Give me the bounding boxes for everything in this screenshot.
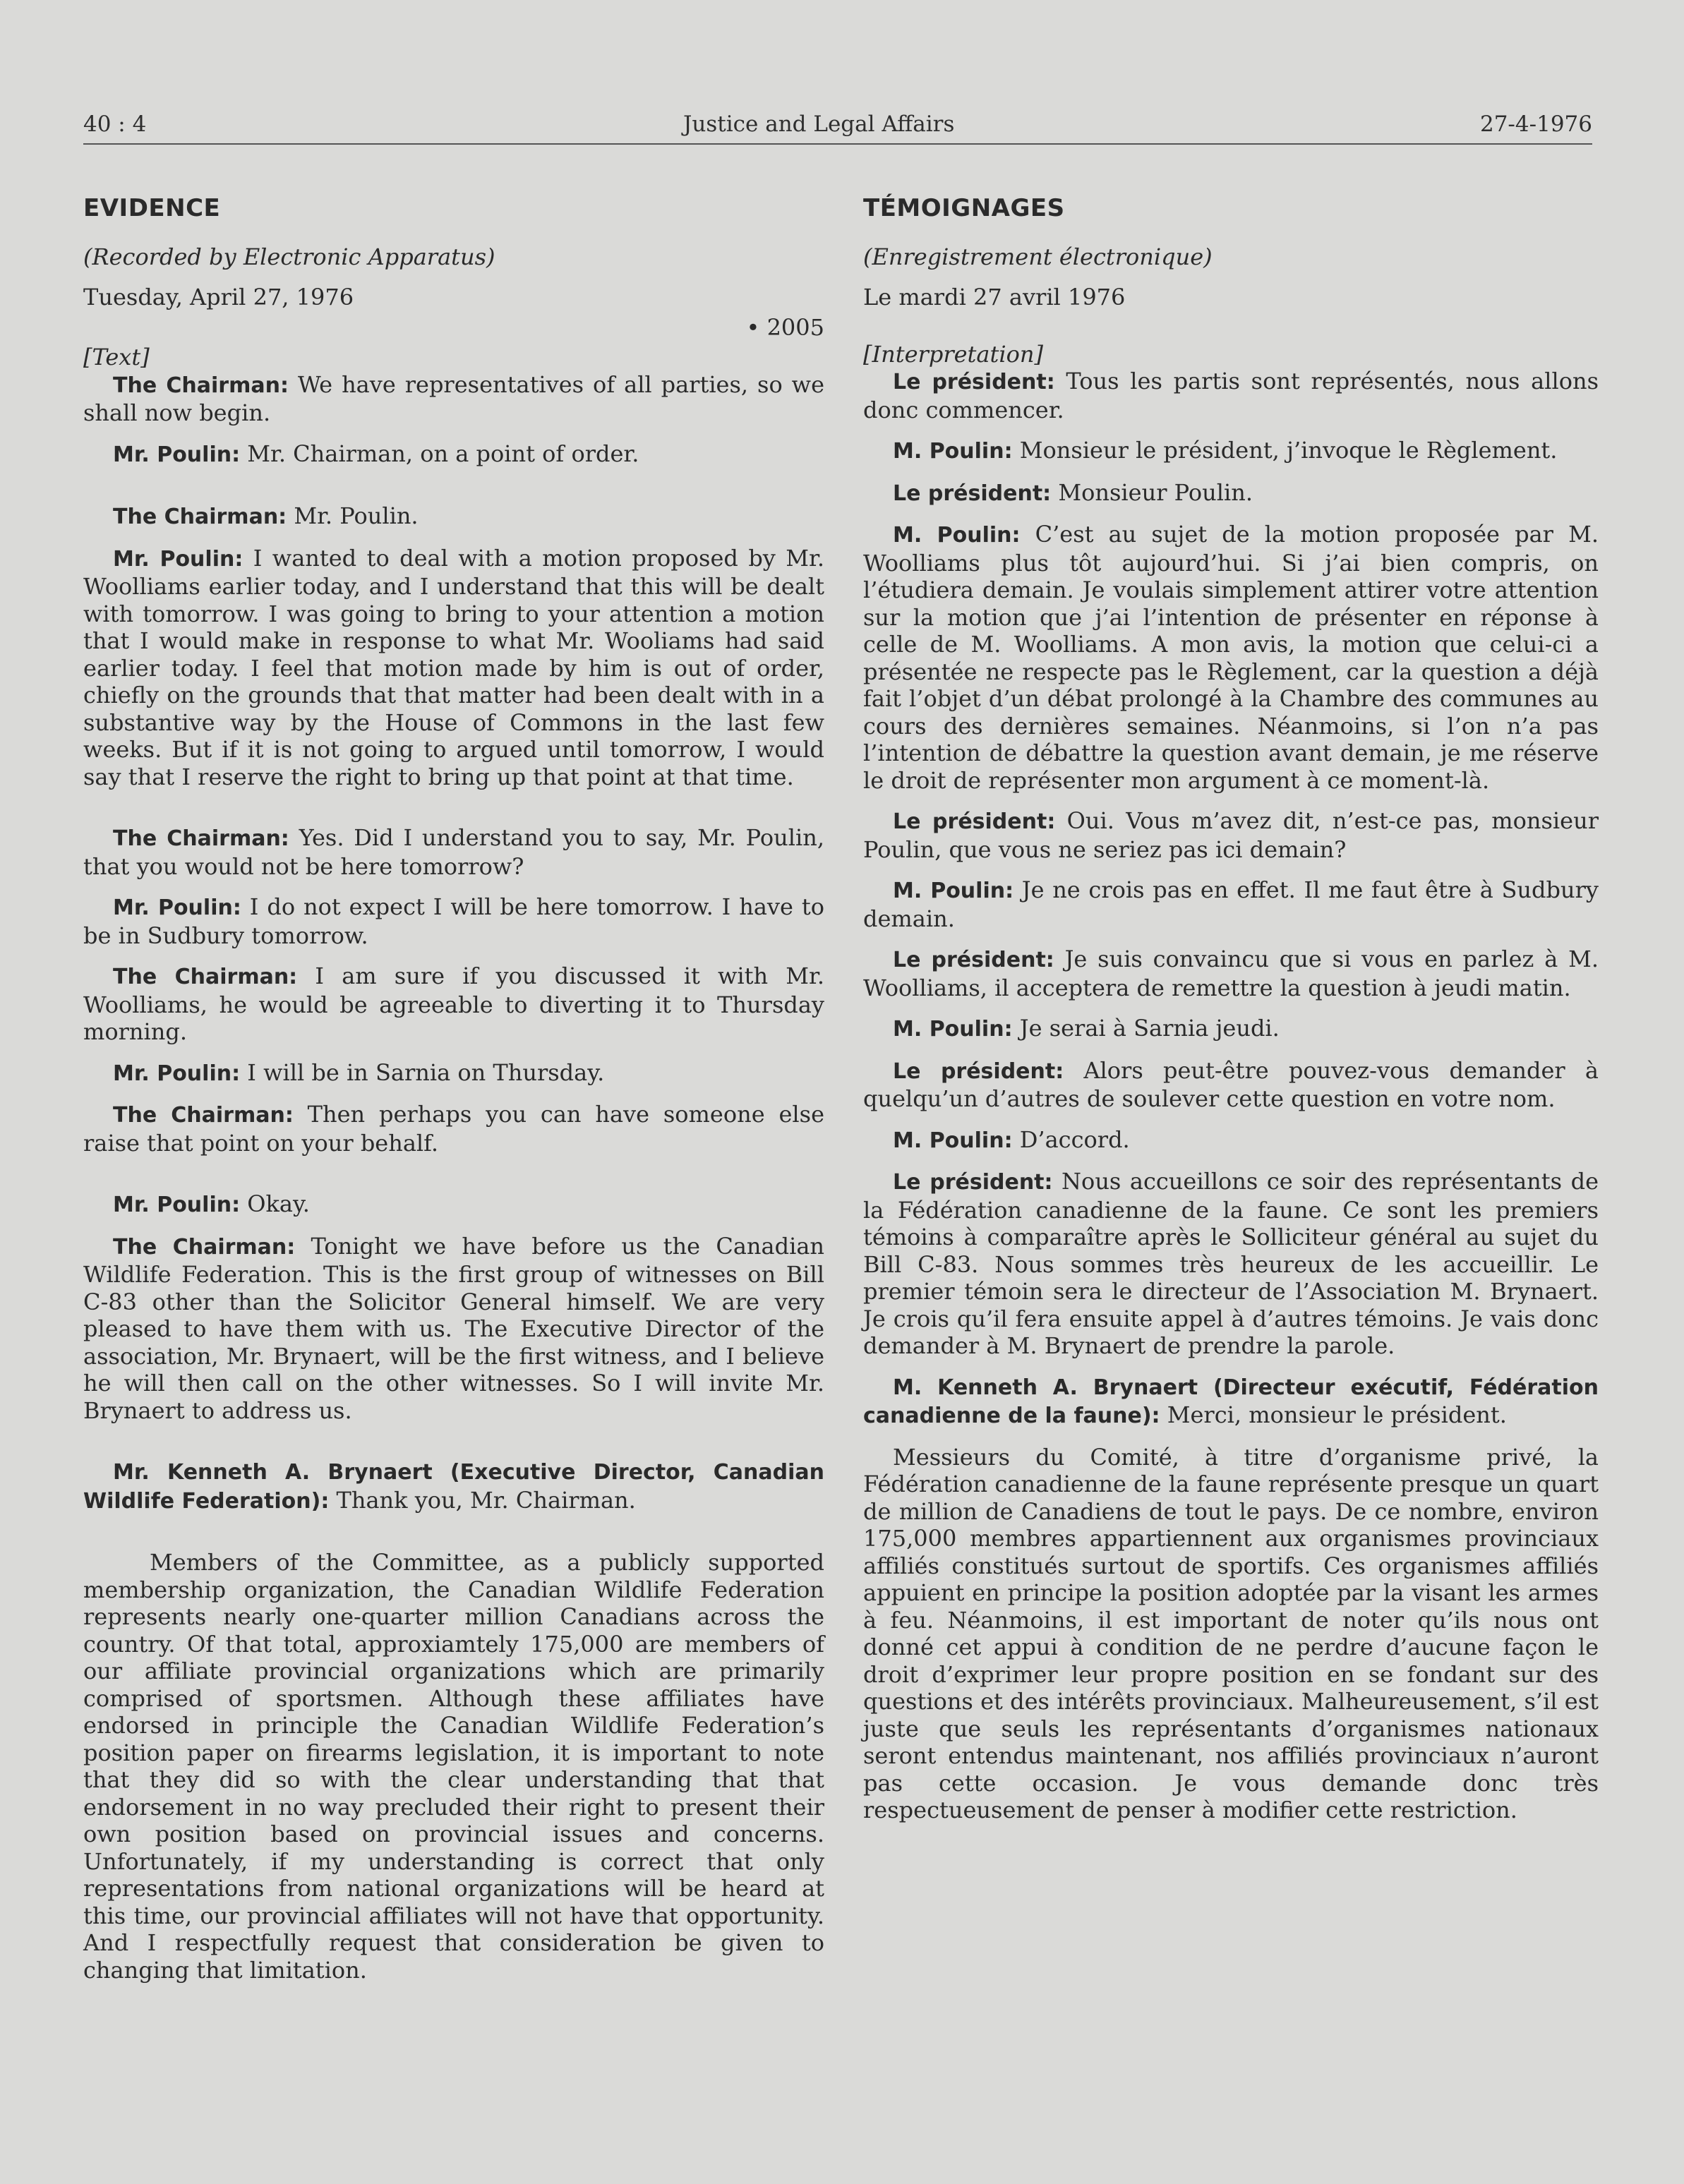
speech-text: Je ne crois pas en effet. Il me faut être à Sudbury demain. [863,876,1599,932]
transcript-paragraph [863,946,1599,1001]
transcript-paragraph [863,1373,1599,1430]
speaker-label: Le président: [893,948,1054,972]
speaker-label: Mr. Poulin: [113,895,241,920]
transcript-paragraph [863,1126,1599,1155]
transcript-paragraph [83,1190,824,1219]
transcript-paragraph [863,368,1599,423]
speaker-label: Le président: [893,481,1052,506]
speech-text: Alors peut-être pouvez-vous demander à quelqu’un d’autres de soulever cette question en votre nom. [863,1056,1599,1112]
transcript-paragraph [83,545,824,791]
transcript-paragraph [863,521,1599,794]
speech-text: C’est au sujet de la motion proposée par M. Woolliams plus tôt aujourd’hui. Si j’ai bien compris, on l’étudiera demain. Je voulais simplement attirer votre attention sur la motion que j’ai l’intention de présenter en réponse à celle de M. Woolliams. A mon avis, la motion que celui-ci a présentée ne respecte pas le Règlement, car la question a déjà fait l’objet d’un débat prolongé à la Chambre des communes au cours des dernières semaines. Néanmoins, si l’on n’a pas l’intention de débattre la question avant demain, je me réserve le droit de représenter mon argument à ce moment-là. [863,521,1599,794]
transcript-paragraph [83,440,824,469]
speech-text: I will be in Sarnia on Thursday. [240,1058,605,1086]
transcript-paragraph [83,963,824,1046]
witness-label: M. Kenneth A. Brynaert (Directeur exécutif, Fédération canadienne de la faune): [863,1375,1599,1428]
speech-text: Messieurs du Comité, à titre d’organisme privé, la Fédération canadienne de la faune représente presque un quart de million de Canadiens de tout le pays. De ce nombre, environ 175,000 membres appartiennent aux organismes provinciaux affiliés constitués surtout de sportifs. Ces organismes affiliés appuient en principe la position adoptée par la visant les armes à feu. Néanmoins, il est important de noter qu’ils nous ont donné cet appui à condition de ne perdre d’aucune façon le droit d’exprimer leur propre position en se fondant sur des questions et des intérêts provinciaux. Malheureusement, s’il est juste que seuls les représentants d’organismes nationaux seront entendus maintenant, nos affiliés provinciaux n’auront pas cette occasion. Je vous demande donc très respectueusement de penser à modifier cette restriction. [863,1443,1599,1823]
english-date: Tuesday, April 27, 1976 [83,284,354,310]
speech-text: D’accord. [1012,1126,1130,1153]
speaker-label: The Chairman: [113,965,298,989]
header-divider [83,143,1592,145]
speech-text: Then perhaps you can have someone else raise that point on your behalf. [83,1101,825,1157]
speaker-label: M. Poulin: [893,1017,1013,1042]
speaker-label: Le président: [893,370,1055,394]
header-date: 27-4-1976 [1479,111,1592,137]
speaker-label: The Chairman: [113,826,289,851]
speech-text: Merci, monsieur le président. [1160,1401,1507,1428]
transcript-paragraph [83,502,824,531]
speaker-label: M. Poulin: [893,1128,1013,1153]
speaker-label: M. Poulin: [893,439,1013,464]
transcript-paragraph [863,807,1599,863]
french-text-tag: [Interpretation] [863,340,1043,368]
speech-text: Je serai à Sarnia jeudi. [1012,1015,1280,1042]
speech-text: Members of the Committee, as a publicly supported membership organization, the Canadian Wildlife Federation represents nearly one-quarter million Canadians across the country. Of that total, approxiamtely 175,000 are members of our affiliate provincial organizations which are primarily comprised of sportsmen. Although these affiliates have endorsed in principle the Canadian Wildlife Federation’s position paper on firearms legislation, it is important to note that they did so with the clear understanding that that endorsement in no way precluded their right to present their own position based on provincial issues and concerns. Unfortunately, if my understanding is correct that only representations from national organizations will be heard at this time, our provincial affiliates will not have that opportunity. And I respectfully request that consideration be given to changing that limitation. [83,1549,824,1984]
transcript-paragraph [83,1458,824,1515]
transcript-paragraph [83,1233,824,1425]
speech-text: I wanted to deal with a motion proposed by Mr. Woolliams earlier today, and I understand that this will be dealt with tomorrow. I was going to bring to your attention a motion that I would make in response to what Mr. Wooliams had said earlier today. I feel that motion made by him is out of order, chiefly on the grounds that that matter had been dealt with in a substantive way by the House of Commons in the last few weeks. But if it is not going to argued until tomorrow, I would say that I reserve the right to bring up that point at that time. [83,544,825,790]
transcript-paragraph [863,437,1599,466]
speaker-label: The Chairman: [113,505,287,529]
transcript-paragraph [83,371,824,427]
transcript-paragraph [83,1101,824,1157]
speech-text: Yes. Did I understand you to say, Mr. Poulin, that you would not be here tomorrow? [83,824,825,880]
publication-title: Justice and Legal Affairs [683,111,955,137]
speech-text: Monsieur Poulin. [1051,478,1253,506]
speaker-label: Mr. Poulin: [113,1061,241,1086]
transcript-paragraph [863,1168,1599,1360]
speaker-label: Le président: [893,1058,1064,1084]
speech-text: Thank you, Mr. Chairman. [329,1486,636,1514]
speech-text: Mr. Chairman, on a point of order. [240,440,639,467]
speaker-label: Mr. Poulin: [113,546,243,572]
transcript-paragraph [863,479,1599,508]
speaker-label: M. Poulin: [893,879,1014,903]
english-text-tag: [Text] [83,344,150,370]
transcript-paragraph [83,1549,824,1984]
time-marker: • 2005 [746,313,824,341]
speaker-label: The Chairman: [113,1234,296,1260]
witness-label: Mr. Kenneth A. Brynaert (Executive Director, Canadian Wildlife Federation): [83,1460,824,1514]
speech-text: Okay. [240,1190,310,1217]
speaker-label: Le président: [893,809,1056,834]
french-date: Le mardi 27 avril 1976 [863,284,1126,310]
speech-text: Tonight we have before us the Canadian Wildlife Federation. This is the first group of witnesses on Bill C-83 other than the Solicitor General himself. We are very pleased to have them with us. The Executive Director of the association, Mr. Brynaert, will be the first witness, and I believe he will then call on the other witnesses. So I will invite Mr. Brynaert to address us. [83,1232,825,1424]
transcript-paragraph [863,1057,1599,1113]
speech-text: Monsieur le président, j’invoque le Règlement. [1012,437,1558,464]
speaker-label: Mr. Poulin: [113,442,241,467]
english-heading: EVIDENCE [83,194,221,222]
speech-text: Oui. Vous m’avez dit, n’est-ce pas, monsieur Poulin, que vous ne seriez pas ici demain? [863,807,1599,863]
speech-text: Nous accueillons ce soir des représentants de la Fédération canadienne de la faune. Ce sont les premiers témoins à comparaître après le Solliciteur général au sujet du Bill C-83. Nous sommes très heureux de les accueillir. Le premier témoin sera le directeur de l’Association M. Brynaert. Je crois qu’il fera ensuite appel à d’autres témoins. Je vais donc demander à M. Brynaert de prendre la parole. [863,1168,1599,1359]
speech-text: Tous les partis sont représentés, nous allons donc commencer. [863,368,1599,423]
speaker-label: The Chairman: [113,1103,294,1128]
speaker-label: M. Poulin: [893,523,1021,548]
speaker-label: The Chairman: [113,373,289,398]
speech-text: I am sure if you discussed it with Mr. Woolliams, he would be agreeable to diverting it to Thursday morning. [83,963,825,1045]
transcript-paragraph [83,824,824,880]
speech-text: We have representatives of all parties, so we shall now begin. [83,370,825,426]
speech-text: Je suis convaincu que si vous en parlez à M. Woolliams, il acceptera de remettre la question à jeudi matin. [863,946,1599,1001]
transcript-paragraph [863,876,1599,932]
transcript-paragraph [863,1015,1599,1044]
french-column [863,191,1599,1838]
french-recorded-note: (Enregistrement électronique) [863,243,1213,270]
speech-text: Mr. Poulin. [287,502,419,529]
speaker-label: Mr. Poulin: [113,1193,241,1217]
transcript-paragraph [863,1444,1599,1824]
page-number: 40 : 4 [83,111,147,137]
french-heading: TÉMOIGNAGES [863,194,1065,222]
transcript-paragraph [83,1059,824,1088]
english-column [83,191,824,1997]
speaker-label: Le président: [893,1170,1053,1195]
running-header [83,107,1592,143]
english-recorded-note: (Recorded by Electronic Apparatus) [83,243,495,270]
transcript-paragraph [83,893,824,949]
speech-text: I do not expect I will be here tomorrow. I have to be in Sudbury tomorrow. [83,893,824,949]
